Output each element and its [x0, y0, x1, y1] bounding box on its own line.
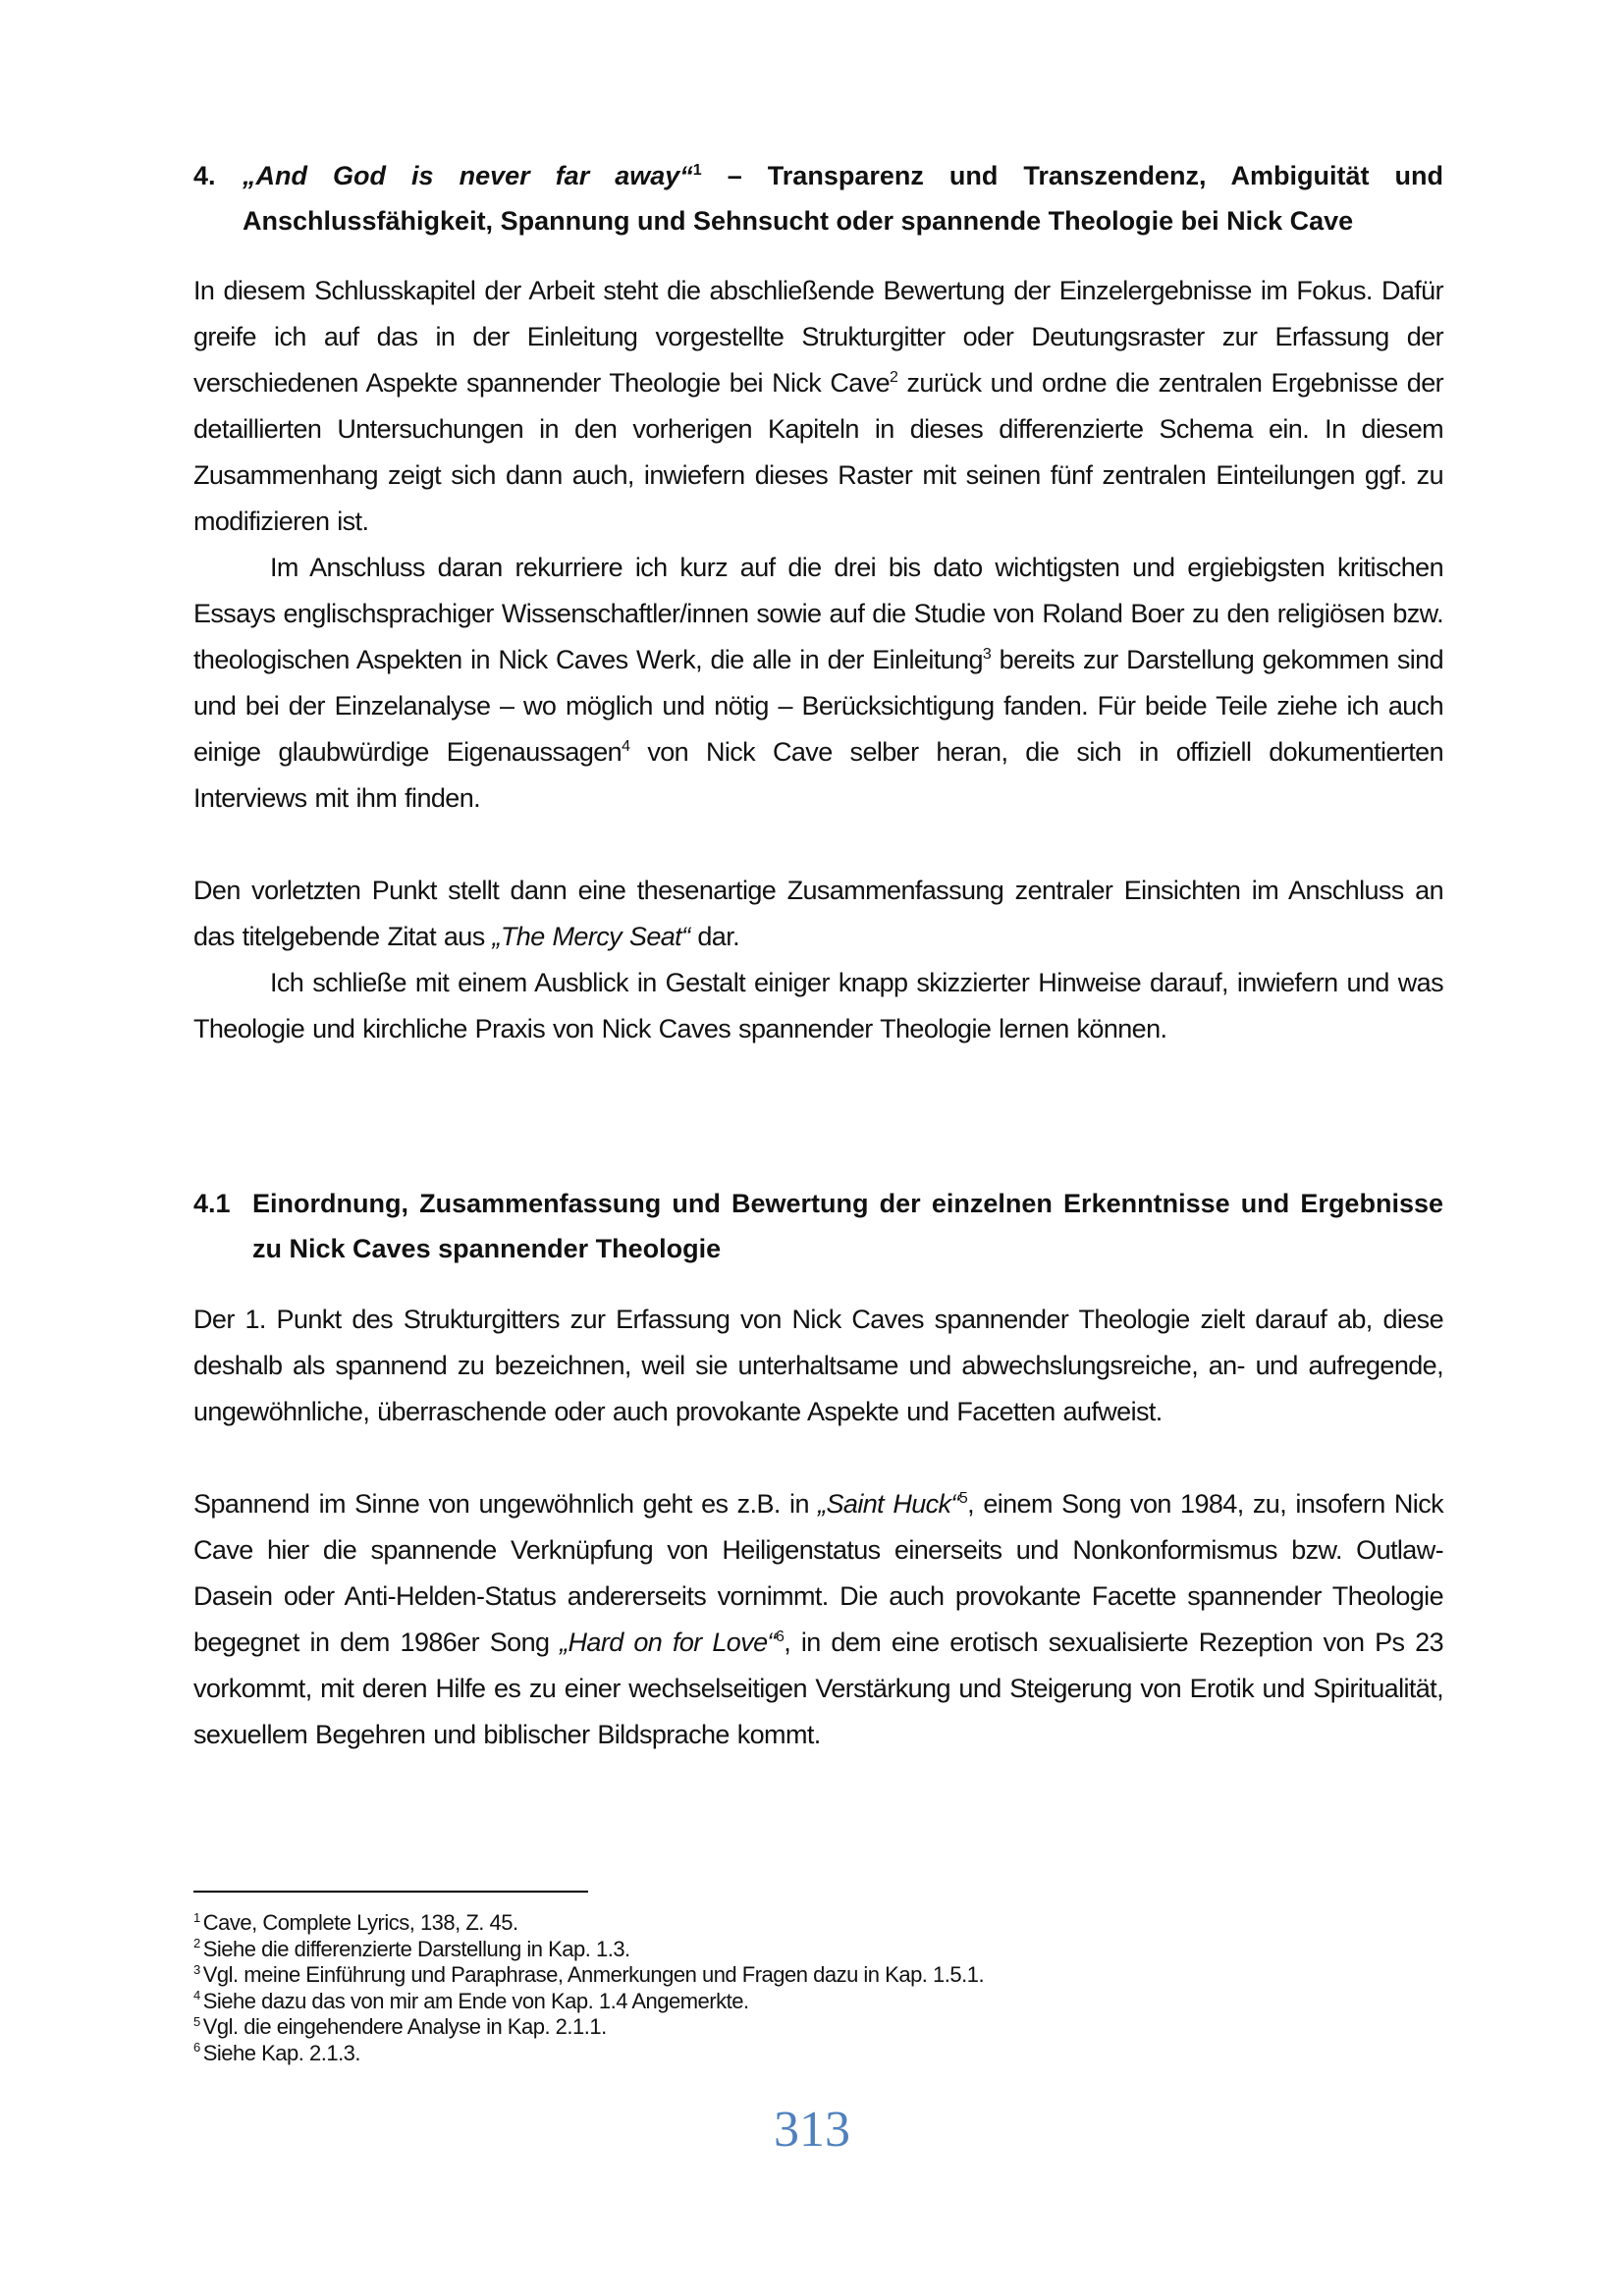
text: bereits zur Darstellung gekommen sind und bei der Einzelanalyse – wo möglich und nötig – Berücksichtigung fanden. Für beide Teile ziehe ich auch einige glaubwürdige Eigenaussagen — [193, 645, 1444, 767]
footnote-ref[interactable]: 1 — [692, 162, 702, 179]
song-title: „Hard on for Love“ — [560, 1628, 776, 1657]
section-number: 4.1 — [193, 1189, 231, 1218]
footnote-separator — [193, 1891, 588, 1893]
text: In diesem Schlusskapitel der Arbeit steht die abschließende Bewertung der Einzelergebnisse im Fokus. Dafür greife ich auf das in der Einleitung vorgestellte Strukturgitter oder Deutungsraster zur Erfassung der verschiedenen Aspekte spannender Theologie bei Nick Cave — [193, 276, 1443, 398]
footnote-text: Siehe dazu das von mir am Ende von Kap. 1.4 Angemerkte. — [202, 1988, 749, 2013]
text: Den vorletzten Punkt stellt dann eine thesenartige Zusammenfassung zentraler Einsichten im Anschluss an das titelgebende Zitat aus — [193, 876, 1443, 951]
footnotes — [193, 1910, 1273, 2066]
chapter-title-rest: – Transparenz und Transzendenz, Ambiguität und Anschlussfähigkeit, Spannung und Sehnsucht oder spannende Theologie bei Nick Cave — [243, 161, 1443, 236]
text: von Nick Cave selber heran, die sich in offiziell dokumentierten Interviews mit ihm finden. — [193, 737, 1443, 813]
footnote — [193, 2014, 1273, 2041]
footnote — [193, 1937, 1273, 1963]
footnote-ref[interactable]: 5 — [958, 1490, 968, 1507]
text: , einem Song von 1984, zu, insofern Nick Cave hier die spannende Verknüpfung von Heiligenstatus einerseits und Nonkonformismus bzw. Outlaw-Dasein oder Anti-Helden-Status andererseits vornimmt. Die auch provokante Facette spannender Theologie begegnet in dem 1986er Song — [193, 1489, 1443, 1657]
footnote-ref[interactable]: 6 — [775, 1629, 785, 1645]
intro-paragraph-4: Ich schließe mit einem Ausblick in Gestalt einiger knapp skizzierter Hinweise darauf, inwiefern und was Theologie und kirchliche Praxis von Nick Caves spannender Theologie lernen können. — [193, 968, 1443, 1043]
intro-paragraph-3 — [193, 868, 1443, 960]
footnote-number: 4 — [193, 1988, 200, 2003]
footnote-ref[interactable]: 4 — [622, 738, 630, 755]
footnote-number: 2 — [193, 1936, 200, 1951]
footnote-text: Vgl. meine Einführung und Paraphrase, Anmerkungen und Fragen dazu in Kap. 1.5.1. — [202, 1962, 985, 1987]
footnote-text: Siehe Kap. 2.1.3. — [202, 2040, 361, 2065]
text: zurück und ordne die zentralen Ergebnisse der detaillierten Untersuchungen in den vorherigen Kapiteln in dieses differenzierte Schema ein. In diesem Zusammenhang zeigt sich dann auch, inwiefern dieses Raster mit seinen fünf zentralen Einteilungen ggf. zu modifizieren ist. — [193, 368, 1444, 536]
intro-paragraph-1 — [193, 268, 1443, 545]
intro-paragraph-2 — [193, 545, 1443, 822]
footnote — [193, 1962, 1273, 1989]
chapter-quote: „And God is never far away“ — [243, 161, 693, 190]
footnote-ref[interactable]: 3 — [982, 646, 992, 663]
footnote-number: 1 — [193, 1909, 200, 1925]
song-title: „The Mercy Seat“ — [492, 922, 690, 951]
footnote-number: 6 — [193, 2040, 200, 2056]
footnote — [193, 2041, 1273, 2067]
footnote — [193, 1989, 1273, 2015]
section-paragraph-2 — [193, 1481, 1443, 1758]
footnote-ref[interactable]: 2 — [890, 369, 898, 386]
footnote-text: Siehe die differenzierte Darstellung in Kap. 1.3. — [202, 1936, 630, 1961]
song-title: „Saint Huck“ — [818, 1489, 959, 1519]
section-title: Einordnung, Zusammenfassung und Bewertung der einzelnen Erkenntnisse und Ergebnisse zu Nick Caves spannender Theologie — [252, 1189, 1443, 1263]
text: , in dem eine erotisch sexualisierte Rezeption von Ps 23 vorkommt, mit deren Hilfe es zu einer wechselseitigen Verstärkung und Steigerung von Erotik und Spiritualität, sexuellem Begehren und biblischer Bildsprache kommt. — [193, 1628, 1443, 1749]
section-heading — [193, 1181, 1443, 1271]
section-paragraph-1: Der 1. Punkt des Strukturgitters zur Erfassung von Nick Caves spannender Theologie zielt darauf ab, diese deshalb als spannend zu bezeichnen, weil sie unterhaltsame und abwechslungsreiche, an- und aufregende, ungewöhnliche, überraschende oder auch provokante Aspekte und Facetten aufweist. — [193, 1305, 1443, 1426]
text: Spannend im Sinne von ungewöhnlich geht es z.B. in — [193, 1489, 819, 1519]
footnote-number: 5 — [193, 2013, 200, 2029]
chapter-number: 4. — [193, 161, 216, 190]
chapter-heading — [193, 153, 1443, 243]
text: Im Anschluss daran rekurriere ich kurz auf die drei bis dato wichtigsten und ergiebigsten kritischen Essays englischsprachiger Wissenschaftler/innen sowie auf die Studie von Roland Boer zu den religiösen bzw. theologischen Aspekten in Nick Caves Werk, die alle in der Einleitung — [193, 553, 1443, 674]
footnote-text: Vgl. die eingehendere Analyse in Kap. 2.1.1. — [202, 2014, 607, 2039]
footnote — [193, 1910, 1273, 1937]
footnote-number: 3 — [193, 1961, 200, 1977]
footnote-text: Cave, Complete Lyrics, 138, Z. 45. — [202, 1910, 518, 1935]
text: dar. — [689, 922, 740, 951]
page-number: 313 — [774, 2102, 850, 2158]
